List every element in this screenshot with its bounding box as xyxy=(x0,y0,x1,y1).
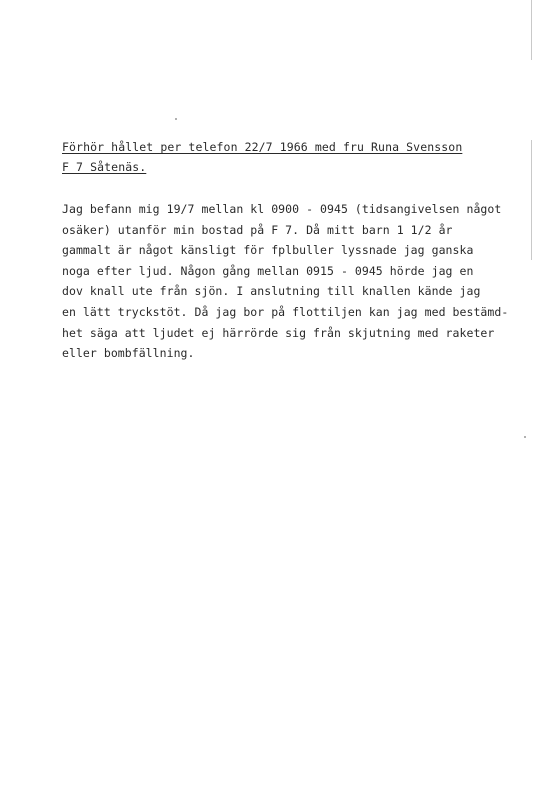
scan-speck xyxy=(524,436,526,438)
scan-edge-mark xyxy=(531,140,532,260)
document-heading xyxy=(62,137,462,177)
body-line: Jag befann mig 19/7 mellan kl 0900 - 0945 (tidsangivelsen något xyxy=(62,202,502,216)
heading-line: Förhör hållet per telefon 22/7 1966 med fru Runa Svensson xyxy=(62,140,463,154)
document-body xyxy=(62,199,508,364)
body-line: eller bombfällning. xyxy=(62,346,195,361)
body-line: en lätt tryckstöt. Då jag bor på flottiljen kan jag med bestämd- xyxy=(62,304,509,319)
body-line: noga efter ljud. Någon gång mellan 0915 - 0945 hörde jag en xyxy=(62,263,474,278)
body-line: het säga att ljudet ej härrörde sig från skjutning med raketer xyxy=(62,325,495,340)
body-line: osäker) utanför min bostad på F 7. Då mitt barn 1 1/2 år xyxy=(62,222,453,237)
body-line: dov knall ute från sjön. I anslutning till knallen kände jag xyxy=(62,284,481,299)
heading-line: F 7 Såtenäs. xyxy=(62,160,147,174)
scan-edge-mark xyxy=(531,0,532,60)
scan-speck xyxy=(175,118,177,120)
body-line: gammalt är något känsligt för fplbuller lyssnade jag ganska xyxy=(62,243,474,258)
